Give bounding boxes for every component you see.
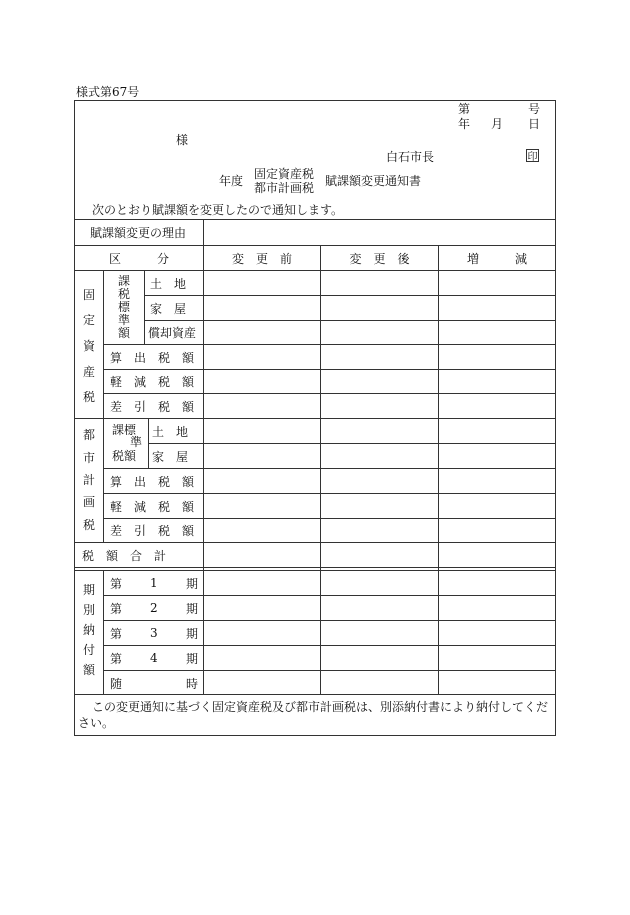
fixed-asset-calculated-tax-label: 算 出 税 額 [110, 350, 195, 365]
installment-row-label [110, 571, 199, 595]
installment-row-label [110, 621, 199, 645]
amount-cell[interactable] [321, 321, 438, 344]
city-planning-land-label: 土 地 [152, 424, 189, 439]
amount-cell[interactable] [321, 370, 438, 393]
amount-cell[interactable] [204, 296, 320, 320]
installment-row-label [110, 596, 199, 620]
intro-text: 次のとおり賦課額を変更したので通知します。 [92, 203, 344, 217]
installment-row-part: 第 [110, 626, 123, 641]
installment-row-part: 期 [186, 626, 199, 641]
fixed-asset-depreciable-label: 償却資産 [148, 325, 197, 340]
fixed-asset-net-tax-label: 差 引 税 額 [110, 399, 195, 414]
amount-cell[interactable] [439, 646, 555, 670]
column-header-category: 区 分 [108, 251, 169, 266]
amount-cell[interactable] [439, 296, 555, 320]
amount-cell[interactable] [321, 469, 438, 493]
tax-type-city-planning: 都市計画税 [254, 181, 315, 195]
amount-cell[interactable] [439, 370, 555, 393]
fixed-asset-tax-basis-label [104, 274, 144, 340]
amount-cell[interactable] [321, 271, 438, 295]
amount-cell[interactable] [321, 394, 438, 418]
amount-cell[interactable] [321, 646, 438, 670]
installment-row-label [110, 646, 199, 670]
fixed-asset-house-label: 家 屋 [150, 301, 187, 316]
change-reason-field[interactable] [204, 220, 555, 245]
city-planning-basis-label-a: 課標 [112, 423, 137, 437]
tax-type-fixed-asset: 固定資産税 [254, 167, 315, 181]
addressee-honorific: 様 [176, 133, 189, 147]
amount-cell[interactable] [321, 494, 438, 518]
installment-row-part: 第 [110, 651, 123, 666]
amount-cell[interactable] [204, 469, 320, 493]
tax-total-label: 税 額 合 計 [82, 548, 167, 563]
amount-cell[interactable] [321, 419, 438, 443]
amount-cell[interactable] [204, 419, 320, 443]
amount-cell[interactable] [439, 596, 555, 620]
form-number: 様式第67号 [76, 85, 140, 99]
installment-row-part: 1 [150, 576, 158, 590]
amount-cell[interactable] [321, 345, 438, 369]
installment-row-part: 3 [150, 626, 158, 640]
city-planning-tax-label [75, 424, 103, 536]
amount-cell[interactable] [439, 621, 555, 645]
fixed-asset-tax-label-char: 固 [82, 287, 95, 302]
amount-cell[interactable] [439, 394, 555, 418]
amount-cell[interactable] [321, 596, 438, 620]
fiscal-year-label: 年度 [219, 174, 244, 188]
amount-cell[interactable] [204, 519, 320, 542]
fixed-asset-tax-label-char: 産 [82, 364, 95, 379]
date-year: 年 [458, 117, 471, 131]
city-planning-house-label: 家 屋 [152, 449, 189, 464]
installment-row-part: 期 [186, 651, 199, 666]
amount-cell[interactable] [321, 571, 438, 595]
footer-note: この変更通知に基づく固定資産税及び都市計画税は、別添納付書により納付してください。 [78, 700, 549, 730]
installment-label-char: 期 [82, 583, 95, 597]
fixed-asset-tax-label [75, 282, 103, 410]
change-reason-label: 賦課額変更の理由 [90, 226, 187, 240]
fixed-asset-basis-label-char: 税 [117, 286, 130, 301]
installment-row-part: 随 [110, 676, 123, 691]
fixed-asset-land-label: 土 地 [150, 276, 187, 291]
installment-label-char: 額 [82, 663, 95, 677]
amount-cell[interactable] [439, 519, 555, 542]
fixed-asset-basis-label-char: 標 [117, 299, 130, 314]
amount-cell[interactable] [204, 671, 320, 694]
date-month: 月 [491, 117, 504, 131]
city-planning-tax-label-char: 税 [82, 517, 95, 532]
date-day: 日 [528, 117, 541, 131]
amount-cell[interactable] [321, 519, 438, 542]
column-header-before: 変 更 前 [231, 251, 292, 266]
fixed-asset-basis-label-char: 額 [117, 326, 130, 341]
amount-cell[interactable] [204, 646, 320, 670]
fixed-asset-basis-label-char: 課 [117, 273, 130, 288]
installment-label [75, 580, 103, 680]
amount-cell[interactable] [204, 394, 320, 418]
seal-stamp: 印 [526, 149, 539, 162]
fixed-asset-tax-label-char: 税 [82, 390, 95, 405]
amount-cell[interactable] [439, 494, 555, 518]
amount-cell[interactable] [321, 296, 438, 320]
city-planning-tax-label-char: 計 [82, 472, 95, 487]
installment-row-part: 第 [110, 601, 123, 616]
number-prefix: 第 [458, 102, 471, 116]
installment-label-char: 別 [82, 603, 95, 617]
city-planning-tax-label-char: 画 [82, 495, 95, 510]
amount-cell[interactable] [439, 671, 555, 694]
city-planning-calculated-tax-label: 算 出 税 額 [110, 474, 195, 489]
amount-cell[interactable] [439, 345, 555, 369]
installment-row-part: 時 [186, 676, 199, 691]
city-planning-net-tax-label: 差 引 税 額 [110, 523, 195, 538]
installment-label-char: 付 [82, 643, 95, 657]
amount-cell[interactable] [204, 494, 320, 518]
amount-cell[interactable] [439, 419, 555, 443]
installment-row-part: 第 [110, 576, 123, 591]
amount-cell[interactable] [439, 469, 555, 493]
amount-cell[interactable] [439, 571, 555, 595]
installment-label-char: 納 [82, 623, 95, 637]
installment-row-label [110, 671, 199, 695]
city-planning-tax-label-char: 市 [82, 450, 95, 465]
amount-cell[interactable] [204, 271, 320, 295]
fixed-asset-tax-label-char: 資 [82, 338, 95, 353]
installment-row-part: 期 [186, 601, 199, 616]
amount-cell[interactable] [204, 444, 320, 468]
amount-cell[interactable] [204, 543, 320, 567]
amount-cell[interactable] [204, 596, 320, 620]
amount-cell[interactable] [204, 345, 320, 369]
city-planning-reduced-tax-label: 軽 減 税 額 [110, 499, 195, 514]
amount-cell[interactable] [439, 444, 555, 468]
issuer-name: 白石市長 [386, 150, 435, 164]
fixed-asset-reduced-tax-label: 軽 減 税 額 [110, 374, 195, 389]
fixed-asset-tax-label-char: 定 [82, 313, 95, 328]
fixed-asset-basis-label-char: 準 [117, 313, 130, 328]
amount-cell[interactable] [321, 444, 438, 468]
amount-cell[interactable] [204, 321, 320, 344]
installment-row-part: 4 [150, 651, 158, 665]
amount-cell[interactable] [439, 321, 555, 344]
amount-cell[interactable] [321, 671, 438, 694]
notice-title: 賦課額変更通知書 [325, 174, 422, 188]
city-planning-basis-label-c: 税額 [112, 449, 137, 463]
installment-row-part: 2 [150, 601, 158, 615]
amount-cell[interactable] [439, 543, 555, 567]
city-planning-tax-label-char: 都 [82, 428, 95, 443]
amount-cell[interactable] [204, 571, 320, 595]
column-header-after: 変 更 後 [349, 251, 410, 266]
installment-row-part: 期 [186, 576, 199, 591]
amount-cell[interactable] [321, 543, 438, 567]
number-suffix: 号 [528, 102, 541, 116]
amount-cell[interactable] [321, 621, 438, 645]
amount-cell[interactable] [204, 370, 320, 393]
city-planning-basis-label-b: 準 [130, 435, 143, 449]
amount-cell[interactable] [204, 621, 320, 645]
amount-cell[interactable] [439, 271, 555, 295]
column-header-change: 増 減 [466, 251, 527, 266]
